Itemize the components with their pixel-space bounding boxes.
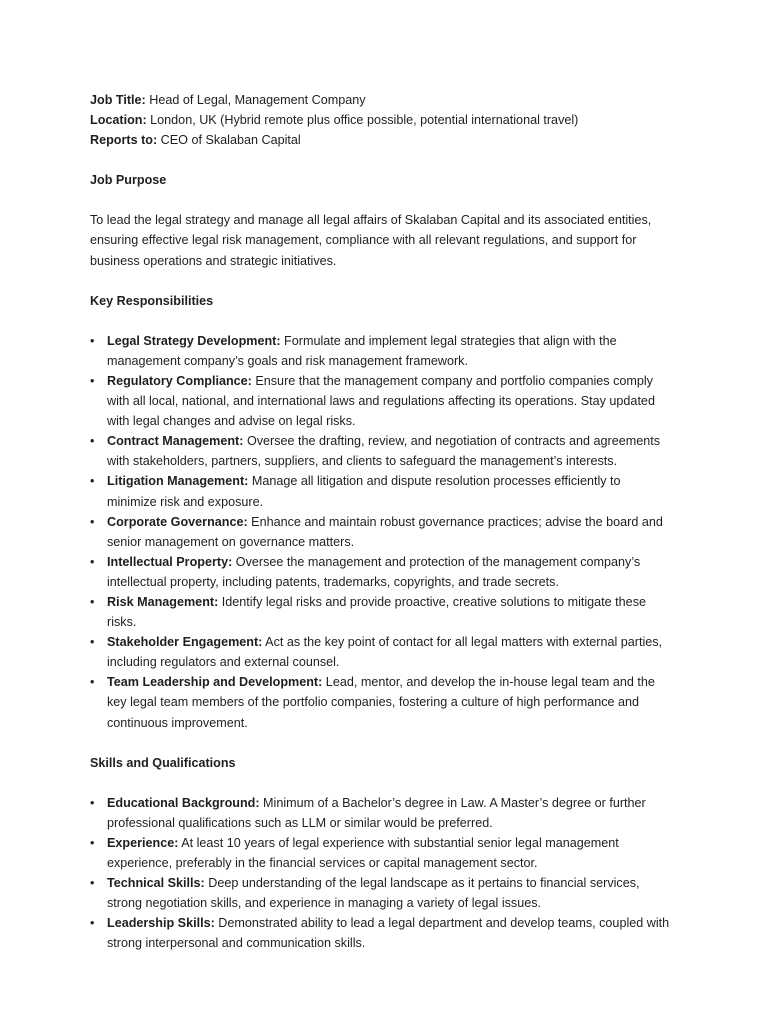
responsibility-item-label: Litigation Management: xyxy=(107,474,249,489)
location-label: Location: xyxy=(90,113,147,128)
job-purpose-heading: Job Purpose xyxy=(90,173,167,188)
skill-item xyxy=(90,833,672,873)
reports-to-line xyxy=(90,130,672,150)
reports-to-value: CEO of Skalaban Capital xyxy=(157,133,301,148)
bullet-icon: • xyxy=(90,675,95,690)
location-value: London, UK (Hybrid remote plus office possible, potential international travel) xyxy=(146,113,579,128)
responsibility-item xyxy=(90,512,672,552)
bullet-icon: • xyxy=(90,434,95,449)
responsibility-item-text: Identify legal risks and provide proactive, creative solutions to mitigate these risks. xyxy=(107,594,646,630)
responsibility-item xyxy=(90,331,672,371)
responsibility-item-text: Formulate and implement legal strategies that align with the management company’s goals and risk management framework. xyxy=(107,333,617,368)
skills-qualifications-heading: Skills and Qualifications xyxy=(90,755,236,770)
bullet-icon: • xyxy=(90,916,95,931)
job-meta-block xyxy=(90,90,672,150)
skill-item xyxy=(90,793,672,833)
key-responsibilities-heading: Key Responsibilities xyxy=(90,293,214,308)
bullet-icon: • xyxy=(90,876,95,891)
skill-item-label: Technical Skills: xyxy=(107,876,205,891)
responsibility-item xyxy=(90,552,672,592)
bullet-icon: • xyxy=(90,514,95,529)
skill-item xyxy=(90,913,672,953)
responsibility-item-label: Corporate Governance: xyxy=(107,514,248,529)
bullet-icon: • xyxy=(90,594,95,609)
responsibility-item xyxy=(90,632,672,672)
bullet-icon: • xyxy=(90,835,95,850)
bullet-icon: • xyxy=(90,333,95,348)
skill-item-label: Experience: xyxy=(107,835,179,850)
job-purpose-text: To lead the legal strategy and manage all legal affairs of Skalaban Capital and its associated entities, ensuring effective legal risk management, compliance with all relevant regulations, and support for business operations and strategic initiatives. xyxy=(90,213,652,268)
skill-item-text: At least 10 years of legal experience with substantial senior legal management experience, preferably in the financial services or capital management sector. xyxy=(107,835,619,870)
skill-item-text: Deep understanding of the legal landscape as it pertains to financial services, strong negotiation skills, and experience in managing a variety of legal issues. xyxy=(107,876,640,911)
responsibility-item-label: Contract Management: xyxy=(107,434,244,449)
responsibility-item-text: Act as the key point of contact for all legal matters with external parties, including regulators and external counsel. xyxy=(107,635,663,670)
reports-to-label: Reports to: xyxy=(90,133,158,148)
responsibility-item-text: Enhance and maintain robust governance practices; advise the board and senior management on governance matters. xyxy=(107,514,663,549)
responsibility-item-text: Ensure that the management company and portfolio companies comply with all local, national, and international laws and regulations affecting its operations. Stay updated with legal changes and advise on legal risks. xyxy=(107,373,655,429)
bullet-icon: • xyxy=(90,373,95,388)
responsibility-item-label: Team Leadership and Development: xyxy=(107,675,323,690)
skill-item xyxy=(90,873,672,913)
responsibility-item xyxy=(90,471,672,511)
bullet-icon: • xyxy=(90,554,95,569)
responsibility-item xyxy=(90,371,672,431)
responsibility-item xyxy=(90,672,672,732)
responsibility-item-label: Intellectual Property: xyxy=(107,554,233,569)
skills-list xyxy=(90,793,672,954)
skill-item-label: Leadership Skills: xyxy=(107,916,215,931)
responsibility-item xyxy=(90,431,672,471)
responsibility-item-label: Stakeholder Engagement: xyxy=(107,635,263,650)
bullet-icon: • xyxy=(90,474,95,489)
job-title-line xyxy=(90,90,672,110)
job-title-label: Job Title: xyxy=(90,93,146,107)
location-line xyxy=(90,110,672,130)
bullet-icon: • xyxy=(90,635,95,650)
skill-item-label: Educational Background: xyxy=(107,795,260,810)
bullet-icon: • xyxy=(90,795,95,810)
job-title-value: Head of Legal, Management Company xyxy=(145,93,366,107)
skill-item-text: Demonstrated ability to lead a legal department and develop teams, coupled with strong interpersonal and communication skills. xyxy=(107,916,670,951)
responsibility-item-text: Manage all litigation and dispute resolution processes efficiently to minimize risk and exposure. xyxy=(107,474,621,509)
responsibility-item-text: Oversee the drafting, review, and negotiation of contracts and agreements with stakeholders, partners, suppliers, and clients to safeguard the management’s interests. xyxy=(107,434,660,469)
responsibility-item-label: Legal Strategy Development: xyxy=(107,333,281,348)
skill-item-text: Minimum of a Bachelor’s degree in Law. A Master’s degree or further professional qualifications such as LLM or similar would be preferred. xyxy=(107,795,646,830)
responsibility-item-text: Oversee the management and protection of the management company’s intellectual property, including patents, trademarks, copyrights, and trade secrets. xyxy=(107,554,641,589)
responsibilities-list xyxy=(90,331,672,733)
responsibility-item-label: Regulatory Compliance: xyxy=(107,373,252,388)
responsibility-item-text: Lead, mentor, and develop the in-house legal team and the key legal team members of the portfolio companies, fostering a culture of high performance and continuous improvement. xyxy=(107,675,655,730)
responsibility-item xyxy=(90,592,672,632)
responsibility-item-label: Risk Management: xyxy=(107,594,219,609)
